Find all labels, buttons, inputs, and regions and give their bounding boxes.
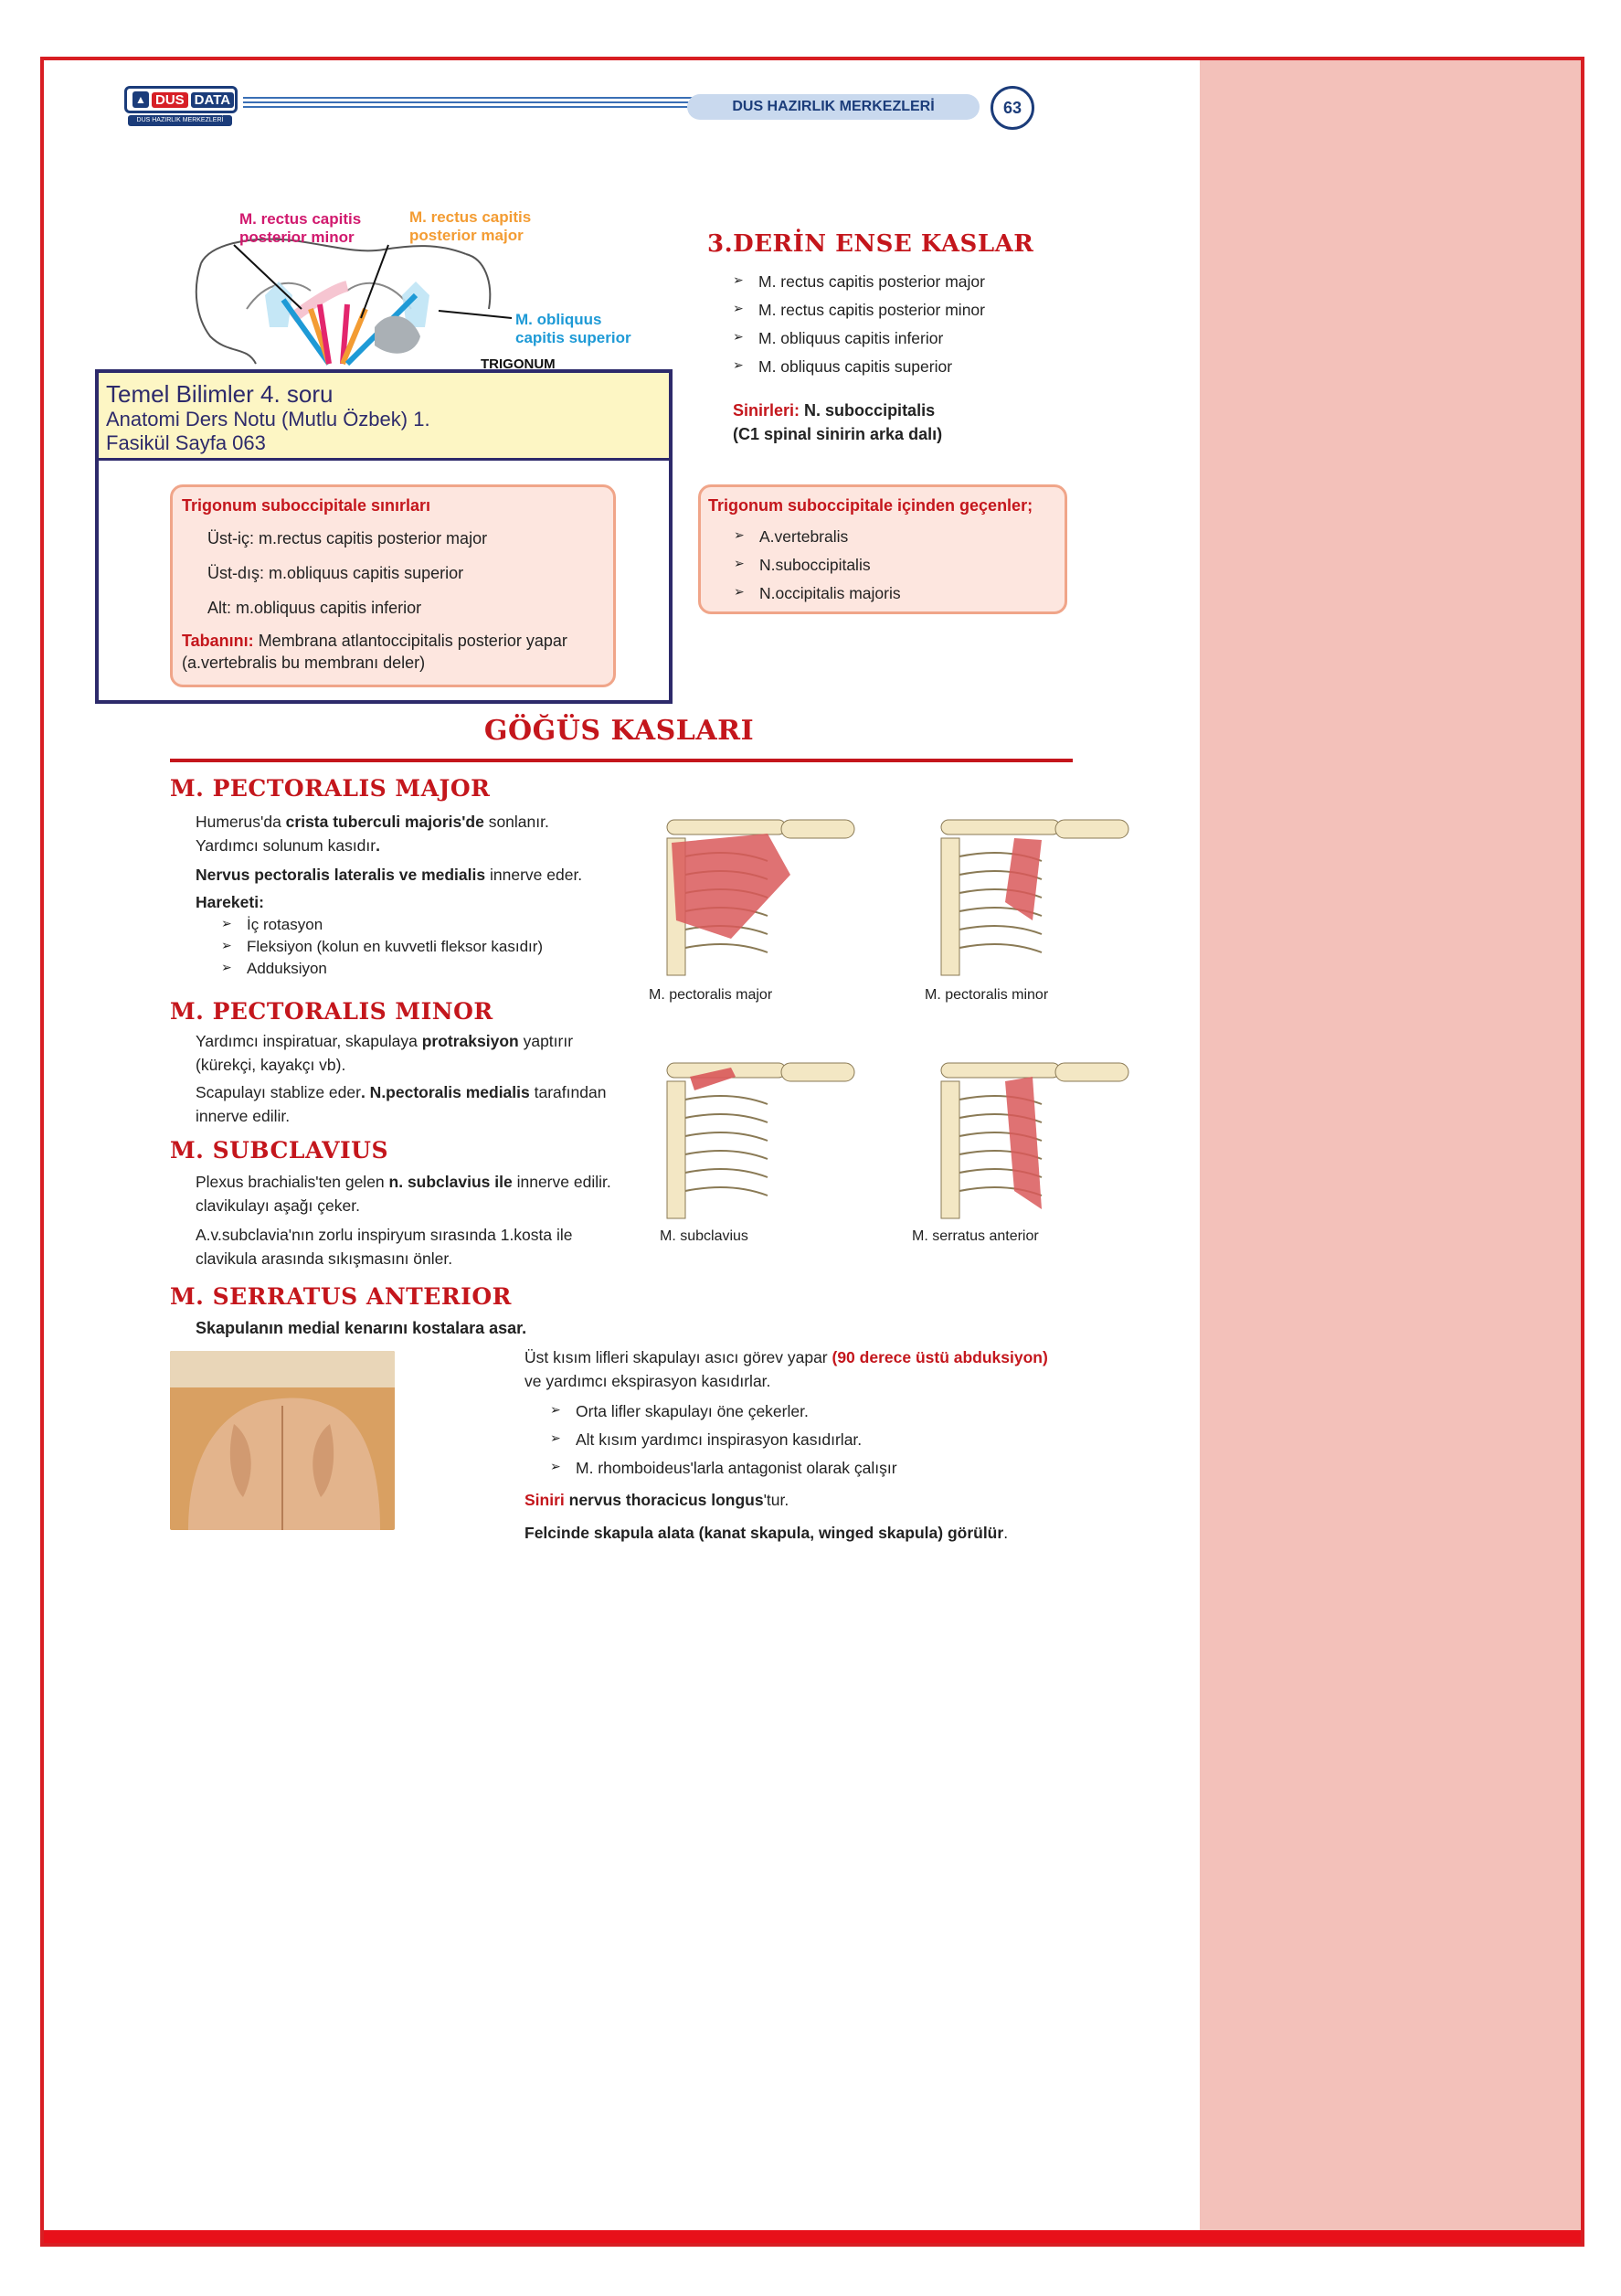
list-item: ➢ Alt kısım yardımcı inspirasyon kasıdırlar. (550, 1430, 897, 1450)
pect-major-title: M. PECTORALIS MAJOR (170, 775, 491, 802)
logo-word-data: DATA (191, 92, 234, 108)
derin-ense-title: 3.DERİN ENSE KASLAR (707, 230, 1034, 258)
taban-line: Tabanını: Membrana atlantoccipitalis posterior yapar (182, 632, 567, 650)
page-header (124, 80, 1038, 137)
pect-major-p2: Yardımcı solunum kasıdır. (196, 836, 380, 855)
pect-major-p3: Nervus pectoralis lateralis ve medialis innerve eder. (196, 866, 583, 884)
annotation-note (95, 369, 673, 704)
serratus-list (550, 1402, 897, 1487)
gogus-rule (170, 759, 1073, 762)
trigonum-icinden-box (698, 484, 1067, 614)
pect-minor-l4: innerve edilir. (196, 1107, 291, 1125)
note-line-1: Temel Bilimler 4. soru (106, 380, 334, 408)
winged-scapula-photo (170, 1351, 395, 1530)
box-title: Trigonum suboccipitale içinden geçenler; (708, 496, 1033, 515)
figure-subclavius (630, 1022, 868, 1260)
caption-serratus: M. serratus anterior (912, 1228, 1039, 1244)
list-item: ➢ N.suboccipitalis (734, 556, 901, 575)
subclavius-l4: clavikula arasında sıkışmasını önler. (196, 1249, 453, 1268)
label-rectus-major: M. rectus capitis posterior major (409, 208, 532, 244)
serratus-felc: Felcinde skapula alata (kanat skapula, winged skapula) görülür. (524, 1524, 1009, 1542)
subclavius-l2: clavikulayı aşağı çeker. (196, 1196, 360, 1215)
list-item: ➢ M. obliquus capitis inferior (733, 329, 985, 348)
pect-minor-title: M. PECTORALIS MINOR (170, 998, 493, 1025)
gogus-title: GÖĞÜS KASLARI (483, 715, 755, 747)
logo-word-dus: DUS (152, 92, 188, 108)
list-item: ➢ Orta lifler skapulayı öne çekerler. (550, 1402, 897, 1421)
logo-subtitle: DUS HAZIRLIK MERKEZLERİ (128, 115, 232, 126)
serratus-l1: Üst kısım lifleri skapulayı asıcı görev yapar (90 derece üstü abduksiyon) (524, 1348, 1048, 1366)
pect-major-p1: Humerus'da crista tuberculi majoris'de sonlanır. (196, 813, 549, 831)
box-line: Üst-iç: m.rectus capitis posterior major (207, 529, 488, 547)
logo-box (124, 86, 238, 113)
tooth-icon: ▲ (132, 91, 149, 108)
serratus-lead: Skapulanın medial kenarını kostalara asar. (196, 1319, 527, 1337)
derin-ense-list (733, 272, 985, 386)
serratus-title: M. SERRATUS ANTERIOR (170, 1283, 512, 1310)
list-item: ➢ M. rectus capitis posterior minor (733, 301, 985, 320)
label-obliquus: M. obliquus capitis superior (515, 311, 631, 346)
figure-pectoralis-major (630, 779, 868, 1016)
figure-pectoralis-minor (905, 779, 1142, 1016)
label-trigonum-partial: TRIGONUM (481, 356, 556, 372)
note-line-3: Fasikül Sayfa 063 (106, 431, 266, 454)
list-item: ➢ Adduksiyon (221, 960, 543, 978)
list-item: ➢ M. obliquus capitis superior (733, 357, 985, 377)
icinden-list (734, 527, 901, 612)
subclavius-l1: Plexus brachialis'ten gelen n. subclavius ile innerve edilir. (196, 1173, 611, 1191)
sinirleri-note: (C1 spinal sinirin arka dalı) (733, 425, 943, 443)
hareket-label: Hareketi: (196, 893, 264, 911)
note-line-2: Anatomi Ders Notu (Mutlu Özbek) 1. (106, 408, 430, 430)
pect-minor-l2: (kürekçi, kayakçı vb). (196, 1056, 346, 1074)
list-item: ➢ Fleksiyon (kolun en kuvvetli fleksor kasıdır) (221, 938, 543, 956)
list-item: ➢ İç rotasyon (221, 916, 543, 934)
pect-minor-l3: Scapulayı stablize eder. N.pectoralis medialis tarafından (196, 1083, 607, 1101)
serratus-siniri: Siniri nervus thoracicus longus'tur. (524, 1491, 789, 1509)
caption-subclavius: M. subclavius (660, 1228, 748, 1244)
box-line: Üst-dış: m.obliquus capitis superior (207, 564, 464, 582)
figure-serratus-anterior (905, 1022, 1142, 1260)
sinirleri-line: Sinirleri: N. suboccipitalis (733, 401, 936, 420)
list-item: ➢ N.occipitalis majoris (734, 584, 901, 603)
bottom-red-bar (44, 2230, 1581, 2243)
taban-line-2: (a.vertebralis bu membranı deler) (182, 654, 426, 672)
box-line: Alt: m.obliquus capitis inferior (207, 599, 422, 617)
serratus-l2: ve yardımcı ekspirasyon kasıdırlar. (524, 1372, 771, 1390)
subclavius-l3: A.v.subclavia'nın zorlu inspiryum sırasında 1.kosta ile (196, 1226, 573, 1244)
caption-pect-major: M. pectoralis major (649, 987, 773, 1003)
list-item: ➢ M. rectus capitis posterior major (733, 272, 985, 292)
box-title: Trigonum suboccipitale sınırları (182, 496, 431, 515)
caption-pect-minor: M. pectoralis minor (925, 987, 1049, 1003)
right-margin-panel (1200, 60, 1581, 2243)
list-item: ➢ M. rhomboideus'larla antagonist olarak çalışır (550, 1459, 897, 1478)
page-number: 63 (991, 86, 1034, 130)
note-header (99, 373, 669, 461)
logo (124, 80, 238, 128)
header-pill: DUS HAZIRLIK MERKEZLERİ (687, 94, 980, 120)
hareket-list (221, 916, 543, 982)
label-rectus-minor: M. rectus capitis posterior minor (239, 210, 362, 246)
list-item: ➢ A.vertebralis (734, 527, 901, 547)
subclavius-title: M. SUBCLAVIUS (170, 1137, 389, 1164)
pect-minor-l1: Yardımcı inspiratuar, skapulaya protraksiyon yaptırır (196, 1032, 574, 1050)
